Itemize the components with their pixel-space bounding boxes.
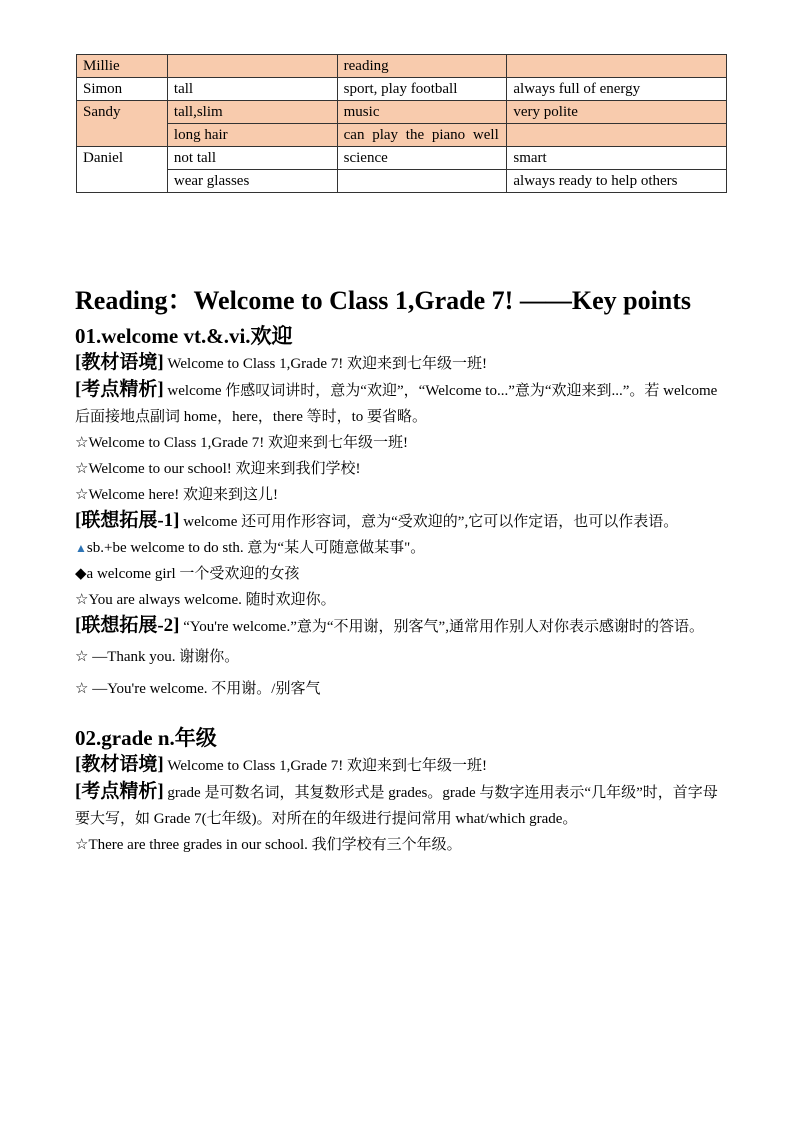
table-row [77, 124, 727, 147]
textbook-context [75, 752, 720, 779]
analysis-paragraph [75, 377, 720, 430]
lesson-content [75, 280, 720, 858]
textbook-text: Welcome to Class 1,Grade 7! 欢迎来到七年级一班! [167, 356, 487, 372]
table-cell: Millie [77, 55, 168, 78]
table-cell: science [337, 147, 507, 170]
table-cell: tall [167, 78, 337, 101]
table-cell [507, 55, 727, 78]
textbook-tag: [教材语境] [75, 754, 164, 775]
table-cell: sport, play football [337, 78, 507, 101]
extension-text: welcome 还可用作形容词，意为“受欢迎的”,它可以作定语，也可以作表语。 [183, 514, 679, 530]
example-sentence: ☆Welcome to our school! 欢迎来到我们学校! [75, 461, 361, 477]
table-row [77, 55, 727, 78]
table-row [77, 147, 727, 170]
extension-paragraph [75, 613, 720, 640]
table-cell: Daniel [77, 147, 168, 193]
table-cell: wear glasses [167, 170, 337, 193]
table-row [77, 170, 727, 193]
example-sentence: ◆a welcome girl 一个受欢迎的女孩 [75, 566, 300, 582]
table-cell: Simon [77, 78, 168, 101]
table-cell: music [337, 101, 507, 124]
table-cell: reading [337, 55, 507, 78]
table-cell: Sandy [77, 101, 168, 147]
analysis-tag: [考点精析] [75, 379, 164, 400]
extension-tag: [联想拓展-2] [75, 615, 180, 636]
section-heading-grade: 02.grade n.年级 [75, 726, 217, 750]
extension-tag: [联想拓展-1] [75, 510, 180, 531]
usage-rule [75, 535, 720, 561]
example-sentence: ☆ —Thank you. 谢谢你。 [75, 649, 240, 665]
table-cell: not tall [167, 147, 337, 170]
table-row [77, 78, 727, 101]
extension-text: “You're welcome.”意为“不用谢，别客气”,通常用作别人对你表示感谢时的答语。 [183, 619, 704, 635]
extension-paragraph [75, 508, 720, 535]
table-row [77, 101, 727, 124]
table-cell: always full of energy [507, 78, 727, 101]
textbook-tag: [教材语境] [75, 352, 164, 373]
textbook-context [75, 350, 720, 377]
page-title: Reading：Welcome to Class 1,Grade 7! ——Key points [75, 286, 692, 315]
analysis-paragraph [75, 779, 720, 832]
section-heading-welcome: 01.welcome vt.&.vi.欢迎 [75, 324, 293, 348]
section-spacer [75, 702, 720, 724]
example-sentence: ☆ —You're welcome. 不用谢。/别客气 [75, 681, 321, 697]
triangle-icon: ▲ [75, 541, 87, 555]
analysis-tag: [考点精析] [75, 781, 164, 802]
table-cell: very polite [507, 101, 727, 124]
table-cell [167, 55, 337, 78]
example-sentence: ☆Welcome here! 欢迎来到这儿! [75, 487, 279, 503]
example-sentence: ☆You are always welcome. 随时欢迎你。 [75, 592, 336, 608]
usage-rule-text: sb.+be welcome to do sth. 意为“某人可随意做某事"。 [86, 540, 426, 556]
table-cell: always ready to help others [507, 170, 727, 193]
table-cell [337, 170, 507, 193]
table-cell: smart [507, 147, 727, 170]
student-info-table [76, 54, 727, 193]
analysis-text: grade 是可数名词，其复数形式是 grades。grade 与数字连用表示“几年级”时，首字母要大写，如 Grade 7(七年级)。对所在的年级进行提问常用 what/which grade。 [75, 785, 718, 827]
textbook-text: Welcome to Class 1,Grade 7! 欢迎来到七年级一班! [167, 758, 487, 774]
table-cell [507, 124, 727, 147]
table-cell: can play the piano well [337, 124, 507, 147]
analysis-text: welcome 作感叹词讲时，意为“欢迎”，“Welcome to...”意为“欢迎来到...”。若 welcome 后面接地点副词 home，here，there 等时，to 要省略。 [75, 383, 718, 425]
table-cell: long hair [167, 124, 337, 147]
table-cell: tall,slim [167, 101, 337, 124]
example-sentence: ☆Welcome to Class 1,Grade 7! 欢迎来到七年级一班! [75, 435, 409, 451]
example-sentence: ☆There are three grades in our school. 我们学校有三个年级。 [75, 837, 462, 853]
